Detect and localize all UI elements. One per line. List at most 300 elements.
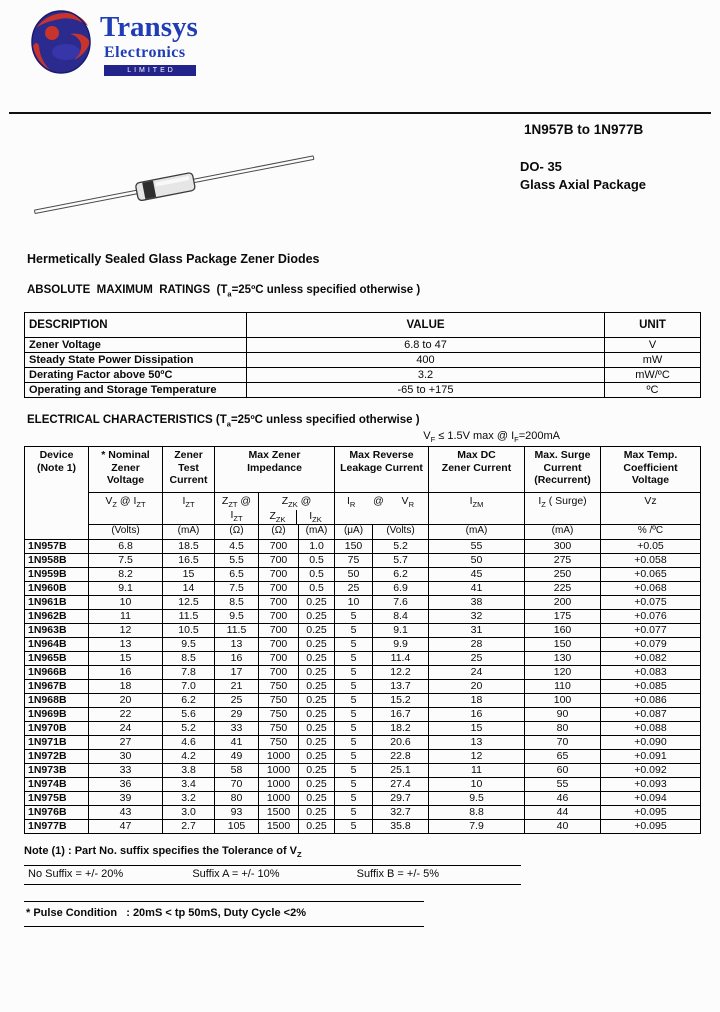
device-value: +0.087 (601, 707, 701, 721)
rating-row (25, 368, 701, 383)
device-value: 49 (215, 749, 259, 763)
device-value: 70 (525, 735, 601, 749)
device-value: 0.25 (299, 805, 335, 819)
device-value: 12.5 (163, 595, 215, 609)
device-part-number: 1N974B (25, 777, 89, 791)
device-value: 5.6 (163, 707, 215, 721)
device-value: 50 (335, 567, 373, 581)
device-value: 0.25 (299, 721, 335, 735)
symbol-izk: $I_{ZK}$ (309, 509, 322, 524)
device-value: 93 (215, 805, 259, 819)
rating-value: 3.2 (247, 368, 605, 383)
device-value: 0.25 (299, 637, 335, 651)
device-value: 21 (215, 679, 259, 693)
unit: (Ω) (215, 524, 259, 539)
unit: % /ºC (601, 524, 701, 539)
elec-header-group-row (25, 446, 701, 492)
device-row (25, 623, 701, 637)
device-row (25, 819, 701, 833)
device-value: 175 (525, 609, 601, 623)
device-value: 10.5 (163, 623, 215, 637)
device-value: 0.25 (299, 609, 335, 623)
device-value: 80 (525, 721, 601, 735)
device-value: +0.058 (601, 553, 701, 567)
symbol-at: @ (373, 494, 384, 507)
device-row (25, 567, 701, 581)
device-value: 5 (335, 763, 373, 777)
device-row (25, 791, 701, 805)
device-value: 3.0 (163, 805, 215, 819)
device-value: 200 (525, 595, 601, 609)
device-value: 44 (525, 805, 601, 819)
device-part-number: 1N965B (25, 651, 89, 665)
device-value: 1000 (259, 763, 299, 777)
device-value: 55 (525, 777, 601, 791)
col-value: VALUE (247, 313, 605, 338)
device-value: 55 (429, 539, 525, 553)
device-value: +0.092 (601, 763, 701, 777)
device-value: 12 (89, 623, 163, 637)
device-value: 8.5 (163, 651, 215, 665)
device-row (25, 693, 701, 707)
symbol-izm: $I_{ZM}$ (429, 492, 525, 524)
device-value: 9.1 (373, 623, 429, 637)
device-value: 5 (335, 735, 373, 749)
device-value: 50 (429, 553, 525, 567)
device-value: 5.2 (373, 539, 429, 553)
device-value: 100 (525, 693, 601, 707)
device-value: 4.5 (215, 539, 259, 553)
device-value: 20 (89, 693, 163, 707)
rating-row (25, 338, 701, 353)
device-value: 15 (163, 567, 215, 581)
device-part-number: 1N963B (25, 623, 89, 637)
device-value: 7.5 (215, 581, 259, 595)
device-value: 10 (335, 595, 373, 609)
device-value: 300 (525, 539, 601, 553)
elec-header-units-row (25, 524, 701, 539)
device-row (25, 553, 701, 567)
device-value: 700 (259, 581, 299, 595)
device-value: 3.8 (163, 763, 215, 777)
abs-max-table (24, 312, 701, 398)
device-value: 750 (259, 693, 299, 707)
device-value: 0.25 (299, 595, 335, 609)
device-part-number: 1N976B (25, 805, 89, 819)
device-value: 4.2 (163, 749, 215, 763)
device-value: 90 (525, 707, 601, 721)
device-value: 7.9 (429, 819, 525, 833)
device-value: 13 (215, 637, 259, 651)
device-value: 700 (259, 553, 299, 567)
device-value: 3.2 (163, 791, 215, 805)
device-value: +0.082 (601, 651, 701, 665)
device-value: 5.7 (373, 553, 429, 567)
col-device: Device (Note 1) (25, 446, 89, 539)
device-value: 27 (89, 735, 163, 749)
doc-title: Hermetically Sealed Glass Package Zener Diodes (27, 252, 320, 266)
device-value: +0.077 (601, 623, 701, 637)
device-value: +0.088 (601, 721, 701, 735)
device-value: 7.6 (373, 595, 429, 609)
device-part-number: 1N972B (25, 749, 89, 763)
diode-package-image (24, 132, 324, 232)
rating-unit: mW/ºC (605, 368, 701, 383)
device-row (25, 721, 701, 735)
tolerance-suffix-table (24, 865, 521, 885)
device-value: 16 (429, 707, 525, 721)
device-part-number: 1N969B (25, 707, 89, 721)
col-max-reverse-leakage: Max Reverse Leakage Current (335, 446, 429, 492)
device-value: 1000 (259, 777, 299, 791)
device-row (25, 651, 701, 665)
device-value: 0.25 (299, 749, 335, 763)
device-value: 8.8 (429, 805, 525, 819)
symbol-zzk-izk (259, 492, 335, 524)
device-value: 29.7 (373, 791, 429, 805)
device-value: 0.25 (299, 819, 335, 833)
device-value: 3.4 (163, 777, 215, 791)
device-value: 9.5 (163, 637, 215, 651)
device-value: +0.068 (601, 581, 701, 595)
device-row (25, 581, 701, 595)
col-nominal-zener-voltage: * Nominal Zener Voltage (89, 446, 163, 492)
part-range-title: 1N957B to 1N977B (524, 122, 644, 137)
abs-max-heading: ABSOLUTE MAXIMUM RATINGS ($T_a=25ºC$ unless specified otherwise ) (27, 284, 421, 299)
device-value: 7.0 (163, 679, 215, 693)
device-value: 5 (335, 651, 373, 665)
col-max-dc-zener-current: Max DC Zener Current (429, 446, 525, 492)
device-value: 105 (215, 819, 259, 833)
device-value: 5 (335, 721, 373, 735)
device-value: 9.5 (429, 791, 525, 805)
abs-max-header-row (25, 313, 701, 338)
device-value: 6.9 (373, 581, 429, 595)
device-row (25, 763, 701, 777)
device-part-number: 1N971B (25, 735, 89, 749)
device-value: 6.2 (163, 693, 215, 707)
abs-max-table-body (25, 338, 701, 398)
device-row (25, 679, 701, 693)
rating-description: Derating Factor above 50ºC (25, 368, 247, 383)
device-value: 9.9 (373, 637, 429, 651)
device-value: 0.25 (299, 777, 335, 791)
device-value: 0.25 (299, 693, 335, 707)
col-max-surge-current: Max. Surge Current (Recurrent) (525, 446, 601, 492)
device-value: 0.25 (299, 735, 335, 749)
brand-name: Transys (100, 11, 198, 43)
rating-row (25, 383, 701, 398)
suffix-option-b: Suffix B = +/- 5% (356, 868, 439, 881)
tolerance-note: Note (1) : Part No. suffix specifies the Tolerance of $V_Z$ (24, 844, 302, 860)
pulse-condition-note: * Pulse Condition : 20mS < tp 50mS, Duty Cycle <2% (24, 901, 424, 927)
device-value: 32 (429, 609, 525, 623)
device-value: 150 (525, 637, 601, 651)
device-value: 43 (89, 805, 163, 819)
suffix-option-a: Suffix A = +/- 10% (192, 868, 280, 881)
device-value: 11.5 (163, 609, 215, 623)
device-part-number: 1N960B (25, 581, 89, 595)
brand-limited-badge: LIMITED (104, 65, 196, 76)
device-row (25, 665, 701, 679)
device-part-number: 1N958B (25, 553, 89, 567)
device-value: 5 (335, 679, 373, 693)
device-value: 16.5 (163, 553, 215, 567)
device-value: 47 (89, 819, 163, 833)
device-value: 1500 (259, 805, 299, 819)
device-value: 18 (429, 693, 525, 707)
device-part-number: 1N962B (25, 609, 89, 623)
rating-value: 6.8 to 47 (247, 338, 605, 353)
unit: (Ω) (259, 524, 299, 539)
device-value: +0.093 (601, 777, 701, 791)
device-value: 6.8 (89, 539, 163, 553)
device-value: 22 (89, 707, 163, 721)
rating-unit: V (605, 338, 701, 353)
symbol-vz: $V_Z$ @ $I_{ZT}$ (89, 492, 163, 524)
device-value: 45 (429, 567, 525, 581)
unit: (Volts) (373, 524, 429, 539)
device-value: 18.2 (373, 721, 429, 735)
device-value: 8.4 (373, 609, 429, 623)
device-value: 25 (429, 651, 525, 665)
device-value: 0.25 (299, 679, 335, 693)
rating-unit: mW (605, 353, 701, 368)
device-value: 9.5 (215, 609, 259, 623)
brand-subname: Electronics (104, 44, 186, 62)
device-row (25, 707, 701, 721)
device-value: 13 (429, 735, 525, 749)
masthead (0, 0, 720, 112)
device-value: 18 (89, 679, 163, 693)
device-value: 0.5 (299, 567, 335, 581)
device-part-number: 1N967B (25, 679, 89, 693)
device-part-number: 1N977B (25, 819, 89, 833)
device-value: 0.25 (299, 623, 335, 637)
device-value: 250 (525, 567, 601, 581)
device-value: +0.065 (601, 567, 701, 581)
device-value: 130 (525, 651, 601, 665)
device-value: 0.5 (299, 553, 335, 567)
col-zener-test-current: Zener Test Current (163, 446, 215, 492)
device-row (25, 637, 701, 651)
rating-value: -65 to +175 (247, 383, 605, 398)
unit: (mA) (299, 524, 335, 539)
device-part-number: 1N968B (25, 693, 89, 707)
device-part-number: 1N973B (25, 763, 89, 777)
device-value: 25 (335, 581, 373, 595)
device-value: 5 (335, 693, 373, 707)
device-value: 13 (89, 637, 163, 651)
device-value: 5 (335, 609, 373, 623)
intro-section (0, 114, 720, 244)
device-value: 29 (215, 707, 259, 721)
device-value: 11.5 (215, 623, 259, 637)
col-max-zener-impedance: Max Zener Impedance (215, 446, 335, 492)
device-value: 10 (89, 595, 163, 609)
device-value: 58 (215, 763, 259, 777)
device-row (25, 539, 701, 553)
unit: (μA) (335, 524, 373, 539)
device-row (25, 595, 701, 609)
symbol-vz-tc: Vz (601, 492, 701, 524)
rating-description: Steady State Power Dissipation (25, 353, 247, 368)
rating-description: Operating and Storage Temperature (25, 383, 247, 398)
device-value: 0.25 (299, 791, 335, 805)
device-row (25, 609, 701, 623)
device-value: 750 (259, 679, 299, 693)
elec-table-body (25, 539, 701, 833)
rating-unit: ºC (605, 383, 701, 398)
brand-block (100, 12, 198, 76)
device-value: 1.0 (299, 539, 335, 553)
device-value: 11.4 (373, 651, 429, 665)
device-value: 33 (89, 763, 163, 777)
device-value: 5 (335, 777, 373, 791)
col-max-temp-coefficient: Max Temp. Coefficient Voltage (601, 446, 701, 492)
device-value: 0.25 (299, 707, 335, 721)
device-value: 27.4 (373, 777, 429, 791)
device-value: 700 (259, 567, 299, 581)
unit: (Volts) (89, 524, 163, 539)
device-value: 8.2 (89, 567, 163, 581)
device-value: 16 (89, 665, 163, 679)
rating-description: Zener Voltage (25, 338, 247, 353)
device-value: 17 (215, 665, 259, 679)
device-value: 700 (259, 595, 299, 609)
device-value: 31 (429, 623, 525, 637)
device-part-number: 1N966B (25, 665, 89, 679)
electrical-characteristics-table (24, 446, 701, 834)
device-value: 15.2 (373, 693, 429, 707)
device-value: 11 (429, 763, 525, 777)
device-part-number: 1N975B (25, 791, 89, 805)
device-value: 75 (335, 553, 373, 567)
package-type: DO- 35 (520, 159, 562, 174)
device-row (25, 777, 701, 791)
device-value: 30 (89, 749, 163, 763)
device-value: 25.1 (373, 763, 429, 777)
device-value: 5 (335, 819, 373, 833)
device-value: 700 (259, 637, 299, 651)
device-value: 15 (89, 651, 163, 665)
symbol-ir: $I_R$ (347, 494, 356, 509)
device-value: 80 (215, 791, 259, 805)
device-row (25, 749, 701, 763)
device-value: 33 (215, 721, 259, 735)
device-value: 16.7 (373, 707, 429, 721)
device-value: 6.2 (373, 567, 429, 581)
package-description: Glass Axial Package (520, 176, 646, 192)
device-value: 10 (429, 777, 525, 791)
device-value: 18.5 (163, 539, 215, 553)
device-value: 5 (335, 707, 373, 721)
device-value: 9.1 (89, 581, 163, 595)
device-value: +0.091 (601, 749, 701, 763)
suffix-option-none: No Suffix = +/- 20% (28, 868, 124, 881)
device-value: 20 (429, 679, 525, 693)
device-value: 14 (163, 581, 215, 595)
device-value: 12 (429, 749, 525, 763)
vf-condition-note: $V_F \le 1.5V$ max @ $I_F=200mA$ (423, 429, 560, 444)
device-value: 5 (335, 665, 373, 679)
symbol-zzk: $Z_{ZK}$ (259, 510, 297, 524)
symbol-zzk-at: $Z_{ZK}$ @ (281, 494, 312, 509)
unit: (mA) (163, 524, 215, 539)
device-value: 22.8 (373, 749, 429, 763)
device-value: 32.7 (373, 805, 429, 819)
device-value: 35.8 (373, 819, 429, 833)
device-value: 8.5 (215, 595, 259, 609)
device-value: 41 (429, 581, 525, 595)
device-value: 275 (525, 553, 601, 567)
device-row (25, 805, 701, 819)
device-value: 750 (259, 707, 299, 721)
device-value: +0.095 (601, 805, 701, 819)
device-value: 16 (215, 651, 259, 665)
device-value: 5 (335, 749, 373, 763)
device-part-number: 1N964B (25, 637, 89, 651)
device-value: +0.094 (601, 791, 701, 805)
package-info (520, 158, 646, 193)
device-value: 0.5 (299, 581, 335, 595)
device-value: 40 (525, 819, 601, 833)
device-value: +0.079 (601, 637, 701, 651)
rating-row (25, 353, 701, 368)
device-value: 12.2 (373, 665, 429, 679)
device-value: +0.095 (601, 819, 701, 833)
device-value: 5 (335, 805, 373, 819)
device-value: 120 (525, 665, 601, 679)
device-value: 1000 (259, 791, 299, 805)
device-part-number: 1N957B (25, 539, 89, 553)
device-value: 0.25 (299, 665, 335, 679)
device-value: 700 (259, 539, 299, 553)
device-value: 11 (89, 609, 163, 623)
device-value: 24 (89, 721, 163, 735)
rating-value: 400 (247, 353, 605, 368)
device-value: 38 (429, 595, 525, 609)
col-unit: UNIT (605, 313, 701, 338)
device-value: 700 (259, 651, 299, 665)
device-value: 5 (335, 637, 373, 651)
device-value: 24 (429, 665, 525, 679)
device-value: +0.090 (601, 735, 701, 749)
elec-header-symbol-row (25, 492, 701, 524)
symbol-ir-vr (335, 492, 429, 524)
device-value: 7.5 (89, 553, 163, 567)
device-value: 4.6 (163, 735, 215, 749)
device-value: 39 (89, 791, 163, 805)
device-value: 1000 (259, 749, 299, 763)
device-value: 5 (335, 791, 373, 805)
device-value: +0.076 (601, 609, 701, 623)
device-row (25, 735, 701, 749)
device-part-number: 1N959B (25, 567, 89, 581)
device-value: +0.075 (601, 595, 701, 609)
device-value: 700 (259, 665, 299, 679)
device-value: 2.7 (163, 819, 215, 833)
symbol-izt: $I_{ZT}$ (163, 492, 215, 524)
device-value: 1500 (259, 819, 299, 833)
device-value: 750 (259, 735, 299, 749)
device-value: 36 (89, 777, 163, 791)
device-value: 700 (259, 609, 299, 623)
device-part-number: 1N961B (25, 595, 89, 609)
symbol-iz-surge: $I_Z$ ( Surge) (525, 492, 601, 524)
device-value: +0.05 (601, 539, 701, 553)
device-value: 41 (215, 735, 259, 749)
